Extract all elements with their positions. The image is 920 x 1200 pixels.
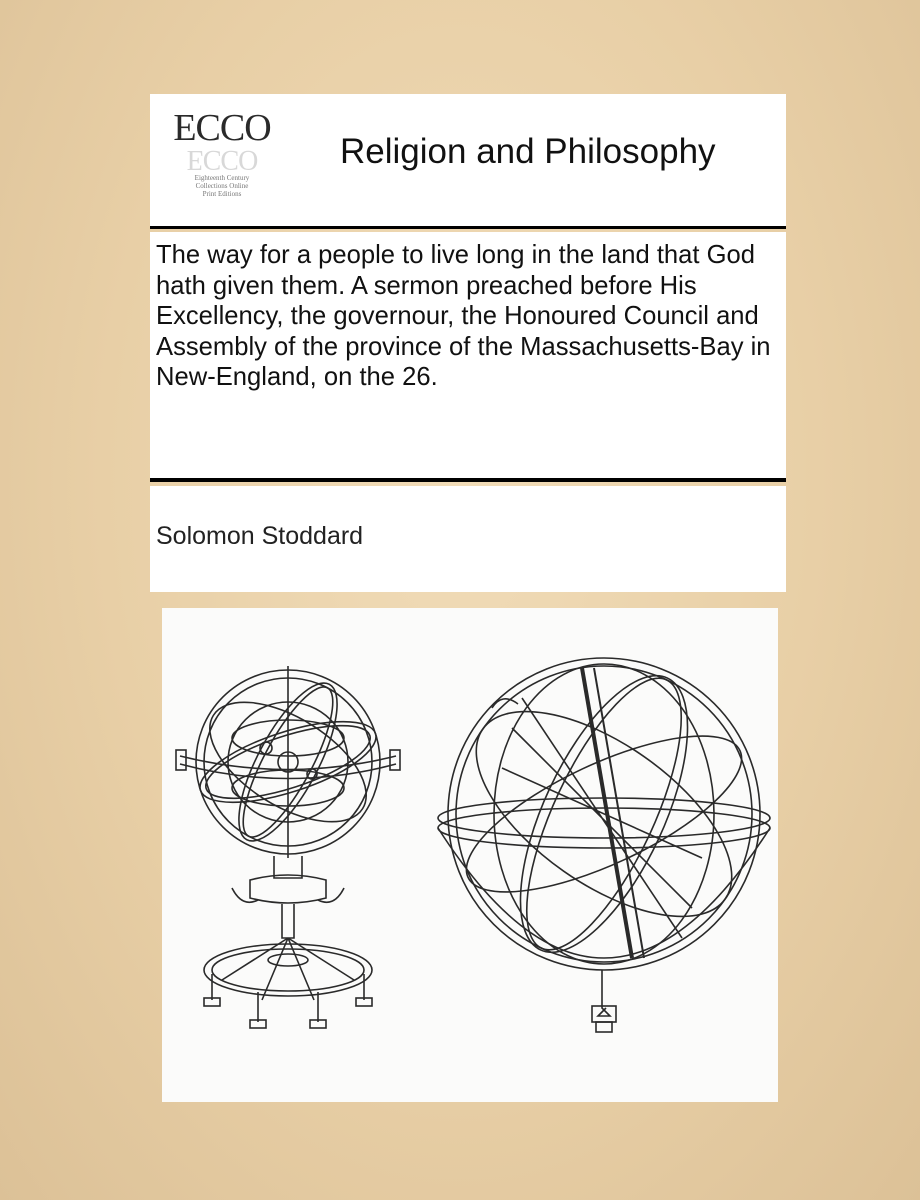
header-rule xyxy=(150,226,786,229)
logo-caption-line: Collections Online xyxy=(195,182,249,190)
header-panel xyxy=(150,94,786,226)
title-panel xyxy=(150,232,786,478)
ecco-logo xyxy=(166,108,278,212)
book-title: The way for a people to live long in the land that God hath given them. A sermon preached before His Excellency, the governour, the Honoured Council and Assembly of the province of the Massachusetts-Bay in New-England, on the 26. xyxy=(156,241,771,391)
armillary-sphere-on-hemisphere-icon xyxy=(438,653,770,1032)
title-rule xyxy=(150,478,786,482)
author-name: Solomon Stoddard xyxy=(156,522,364,550)
armillary-illustration xyxy=(162,608,778,1102)
logo-mark-reflection: ECCO xyxy=(186,144,258,175)
logo-caption-line: Eighteenth Century xyxy=(194,174,250,182)
illustration-plate xyxy=(162,608,778,1102)
armillary-sphere-on-stand-icon xyxy=(176,666,400,1028)
logo-mark: ECCO xyxy=(173,107,271,149)
logo-caption xyxy=(166,174,278,198)
author-panel xyxy=(150,486,786,592)
logo-caption-line: Print Editions xyxy=(202,190,242,198)
series-title: Religion and Philosophy xyxy=(340,132,716,171)
